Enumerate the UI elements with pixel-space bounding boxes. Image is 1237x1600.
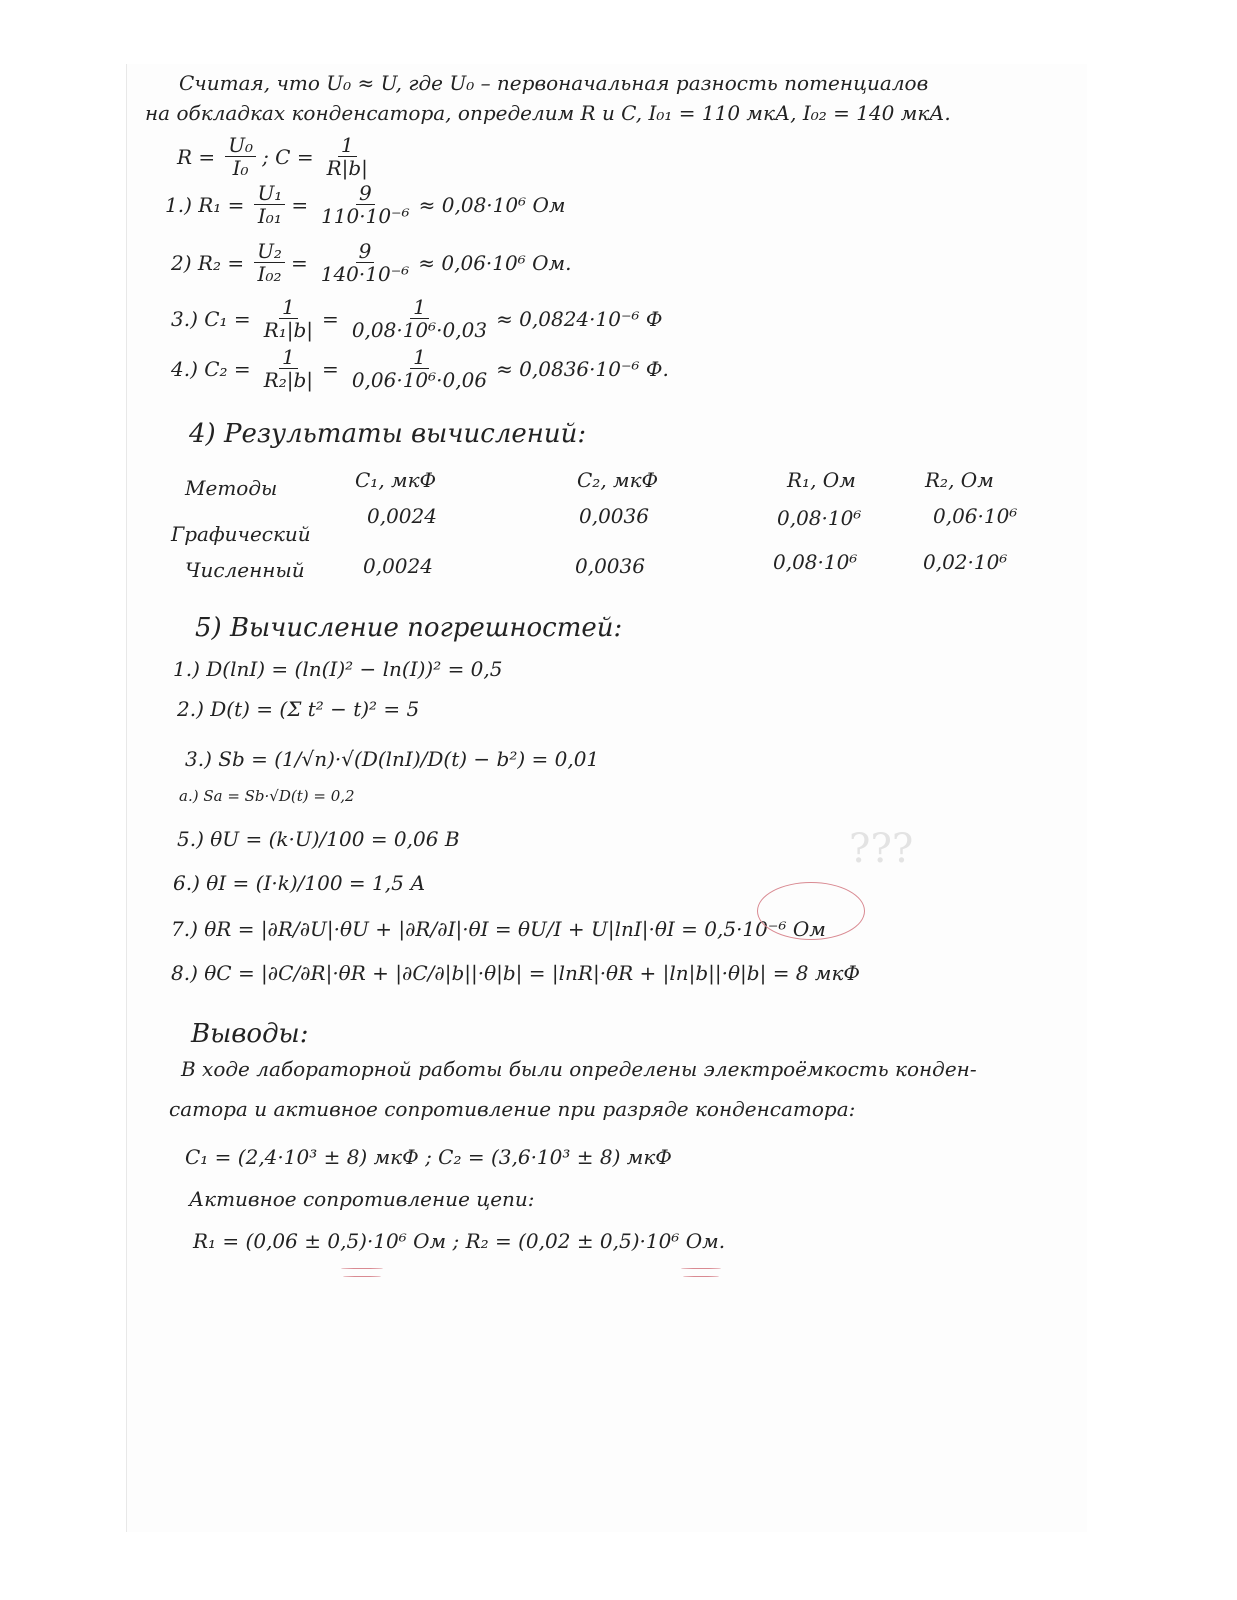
table-cell: 0,0036 <box>579 504 649 528</box>
error-line: 3.) Sb = (1/√n)·√(D(lnI)/D(t) − b²) = 0,01 <box>185 747 600 771</box>
table-row-method: Численный <box>185 558 305 582</box>
r-lhs: R = <box>177 144 216 169</box>
calc-row: 1.) R₁ = $\frac{\text{U₁}}{\text{I₀₁}}$ = $\frac{9}{\text{110·10⁻⁶}}$ ≈ 0,08·10⁶ Ом <box>165 181 566 228</box>
table-header-r1: R₁, Ом <box>787 468 856 492</box>
table-header-r2: R₂, Ом <box>925 468 994 492</box>
error-line: a.) Sa = Sb·√D(t) = 0,2 <box>179 787 355 805</box>
table-header-c1: C₁, мкФ <box>355 468 437 492</box>
red-circle-mark <box>757 882 865 940</box>
red-underline-mark <box>341 1268 383 1269</box>
table-cell: 0,0036 <box>575 554 645 578</box>
table-cell: 0,08·10⁶ <box>773 550 858 574</box>
conclusion-line-2: сатора и активное сопротивление при разряде конденсатора: <box>169 1097 856 1121</box>
c-lhs: ; C = <box>262 144 314 169</box>
faint-question-marks: ??? <box>849 826 914 872</box>
error-line: 6.) θI = (I·k)/100 = 1,5 А <box>173 871 426 895</box>
red-underline-mark <box>683 1276 719 1277</box>
c-fraction: $\frac{1}{R|b|}$ <box>326 133 368 180</box>
intro-line-1: Считая, что U₀ ≈ U, где U₀ – первоначальная разность потенциалов <box>179 71 929 95</box>
conclusion-line-3: C₁ = (2,4·10³ ± 8) мкФ ; C₂ = (3,6·10³ ± 8) мкФ <box>185 1145 672 1169</box>
conclusion-line-4: Активное сопротивление цепи: <box>189 1187 535 1211</box>
table-cell: 0,06·10⁶ <box>933 504 1018 528</box>
table-cell: 0,08·10⁶ <box>777 506 862 530</box>
table-row-method: Графический <box>171 522 311 546</box>
error-line: 1.) D(lnI) = (ln(I)² − ln(I))² = 0,5 <box>173 657 503 681</box>
error-line: 5.) θU = (k·U)/100 = 0,06 В <box>177 827 460 851</box>
r-fraction: $\frac{\text{U₀}}{\text{I₀}}$ <box>225 134 256 179</box>
table-cell: 0,02·10⁶ <box>923 550 1008 574</box>
handwritten-page <box>126 64 1087 1532</box>
table-cell: 0,0024 <box>367 504 437 528</box>
calc-row: 3.) C₁ = $\frac{1}{\text{R₁|b|}}$ = $\frac{1}{\text{0,08·10⁶·0,03}}$ ≈ 0,0824·10⁻⁶ Ф <box>171 295 663 342</box>
general-formulas <box>177 134 377 179</box>
errors-heading: 5) Вычисление погрешностей: <box>195 613 623 643</box>
calc-row: 2) R₂ = $\frac{\text{U₂}}{\text{I₀₂}}$ = $\frac{9}{\text{140·10⁻⁶}}$ ≈ 0,06·10⁶ Ом. <box>171 239 572 286</box>
error-line: 2.) D(t) = (Σ t² − t)² = 5 <box>177 697 420 721</box>
conclusion-line-5: R₁ = (0,06 ± 0,5)·10⁶ Ом ; R₂ = (0,02 ± 0,5)·10⁶ Ом. <box>193 1229 726 1253</box>
red-underline-mark <box>681 1268 721 1269</box>
conclusion-heading: Выводы: <box>191 1019 309 1049</box>
conclusion-line-1: В ходе лабораторной работы были определены электроёмкость конден- <box>181 1057 977 1081</box>
table-header-c2: C₂, мкФ <box>577 468 659 492</box>
results-heading: 4) Результаты вычислений: <box>189 419 587 449</box>
intro-line-2: на обкладках конденсатора, определим R и C, I₀₁ = 110 мкА, I₀₂ = 140 мкА. <box>145 101 951 125</box>
calc-row: 4.) C₂ = $\frac{1}{\text{R₂|b|}}$ = $\frac{1}{\text{0,06·10⁶·0,06}}$ ≈ 0,0836·10⁻⁶ Ф. <box>171 345 669 392</box>
error-line: 8.) θC = |∂C/∂R|·θR + |∂C/∂|b||·θ|b| = |lnR|·θR + |ln|b||·θ|b| = 8 мкФ <box>171 961 861 985</box>
red-underline-mark <box>343 1276 381 1277</box>
error-line: 7.) θR = |∂R/∂U|·θU + |∂R/∂I|·θI = θU/I + U|lnI|·θI = 0,5·10⁻⁶ Ом <box>171 917 826 941</box>
table-cell: 0,0024 <box>363 554 433 578</box>
table-header-methods: Методы <box>185 476 278 500</box>
